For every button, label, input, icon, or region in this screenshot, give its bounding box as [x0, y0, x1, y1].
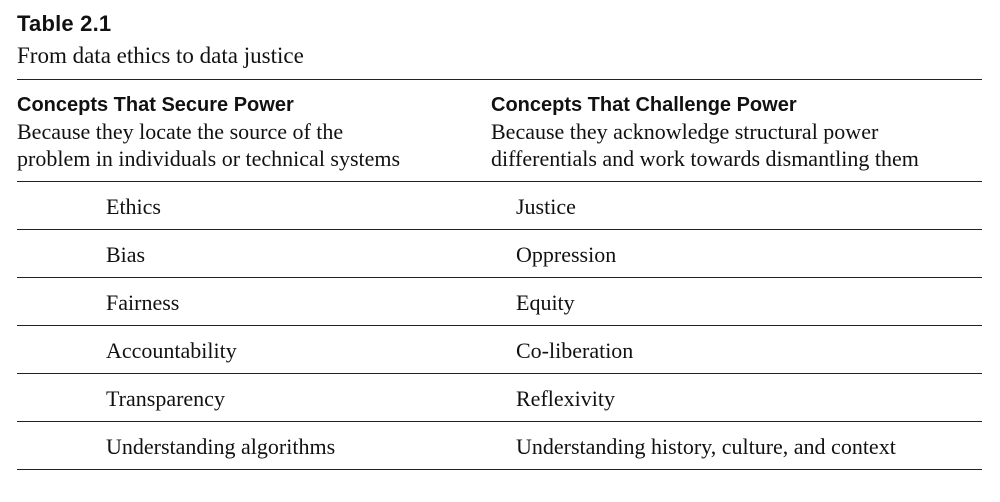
secure-power-concept: Transparency — [106, 386, 225, 411]
table-caption-title: Table 2.1 — [17, 11, 112, 36]
secure-power-concept: Accountability — [106, 338, 237, 363]
column-title: Concepts That Secure Power — [17, 94, 294, 116]
table-row — [17, 231, 982, 279]
challenge-power-concept: Reflexivity — [516, 386, 615, 411]
table-top-rule — [17, 79, 982, 80]
column-title: Concepts That Challenge Power — [491, 94, 797, 116]
table-row — [17, 375, 982, 423]
challenge-power-concept: Justice — [516, 194, 576, 219]
table-row — [17, 423, 982, 471]
table-row — [17, 183, 982, 231]
secure-power-concept: Bias — [106, 242, 146, 267]
column-header-secure-power — [17, 92, 487, 172]
row-divider — [17, 373, 982, 374]
challenge-power-concept: Equity — [516, 290, 575, 315]
column-description-line: problem in individuals or technical systems — [17, 146, 401, 171]
table-row — [17, 327, 982, 375]
challenge-power-concept: Co-liberation — [516, 338, 634, 363]
secure-power-concept: Fairness — [106, 290, 180, 315]
column-description-line: differentials and work towards dismantling them — [491, 146, 919, 171]
column-description-line: Because they acknowledge structural power — [491, 119, 879, 144]
column-header-challenge-power — [491, 92, 983, 172]
table-caption-subtitle: From data ethics to data justice — [17, 43, 304, 68]
row-divider — [17, 325, 982, 326]
header-bottom-rule — [17, 181, 982, 182]
row-divider — [17, 421, 982, 422]
challenge-power-concept: Understanding history, culture, and context — [516, 434, 896, 459]
challenge-power-concept: Oppression — [516, 242, 617, 267]
table-row — [17, 279, 982, 327]
secure-power-concept: Understanding algorithms — [106, 434, 336, 459]
secure-power-concept: Ethics — [106, 194, 161, 219]
row-divider — [17, 229, 982, 230]
column-description-line: Because they locate the source of the — [17, 119, 344, 144]
row-divider — [17, 277, 982, 278]
table-bottom-rule — [17, 469, 982, 470]
